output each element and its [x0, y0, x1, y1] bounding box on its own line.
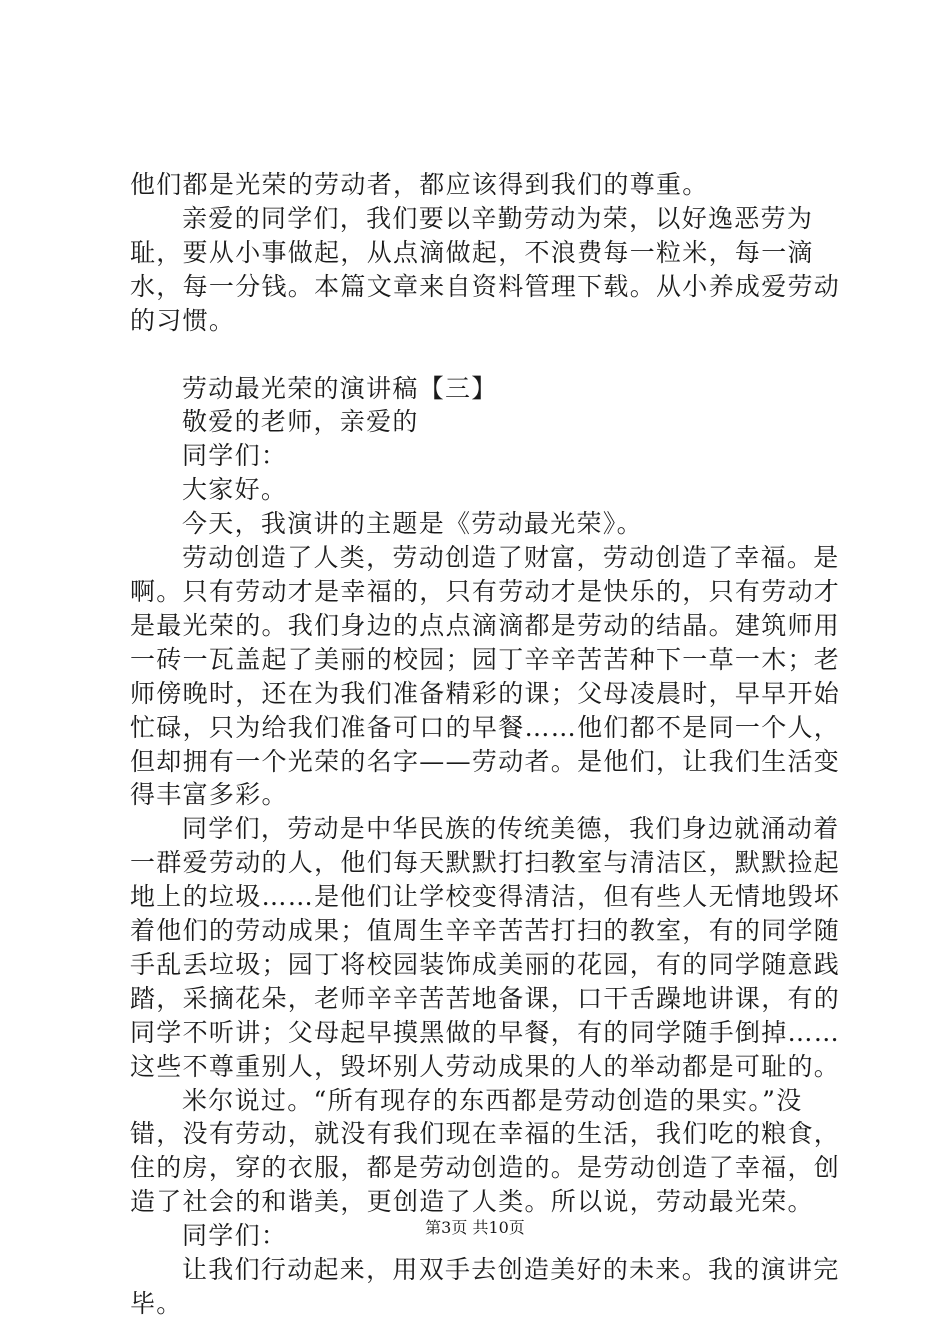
salutation-line: 同学们：: [182, 441, 288, 471]
topic-line: 今天，我演讲的主题是《劳动最光荣》。: [182, 509, 643, 539]
document-body: [130, 168, 850, 1321]
closing-paragraph: 让我们行动起来，用双手去创造美好的未来。我的演讲完毕。: [130, 1255, 840, 1318]
paragraph-body: 米尔说过。“所有现存的东西都是劳动创造的果实。”没错，没有劳动，就没有我们现在幸福的生活，我们吃的粮食，住的房，穿的衣服，都是劳动创造的。是劳动创造了幸福，创造了社会的和谐美，更创造了人类。所以说，劳动最光荣。: [130, 1085, 841, 1217]
paragraph-body: 劳动创造了人类，劳动创造了财富，劳动创造了幸福。是啊。只有劳动才是幸福的，只有劳动才是快乐的，只有劳动才是最光荣的。我们身边的点点滴滴都是劳动的结晶。建筑师用一砖一瓦盖起了美丽的校园；园丁辛辛苦苦种下一草一木；老师傍晚时，还在为我们准备精彩的课；父母凌晨时，早早开始忙碌，只为给我们准备可口的早餐……他们都不是同一个人，但却拥有一个光荣的名字——劳动者。是他们，让我们生活变得丰富多彩。: [130, 543, 841, 810]
page-number: 第3页 共10页: [425, 1218, 525, 1237]
paragraph-body: 同学们，劳动是中华民族的传统美德，我们身边就涌动着一群爱劳动的人，他们每天默默打扫教室与清洁区，默默捡起地上的垃圾……是他们让学校变得清洁，但有些人无情地毁坏着他们的劳动成果；值周生辛辛苦苦打扫的教室，有的同学随手乱丢垃圾；园丁将校园装饰成美丽的花园，有的同学随意践踏，采摘花朵，老师辛辛苦苦地备课，口干舌躁地讲课，有的同学不听讲；父母起早摸黑做的早餐，有的同学随手倒掉……这些不尊重别人，毁坏别人劳动成果的人的举动都是可耻的。: [130, 814, 841, 1081]
paragraph-spacer: [130, 338, 850, 372]
greeting-line: 大家好。: [182, 475, 288, 505]
section-heading: 劳动最光荣的演讲稿【三】: [182, 373, 498, 403]
paragraph-body: 亲爱的同学们，我们要以辛勤劳动为荣，以好逸恶劳为耻，要从小事做起，从点滴做起，不浪费每一粒米，每一滴水，每一分钱。本篇文章来自资料管理下载。从小养成爱劳动的习惯。: [130, 203, 841, 335]
salutation-line: 敬爱的老师，亲爱的: [182, 407, 419, 437]
paragraph-continuation: 他们都是光荣的劳动者，都应该得到我们的尊重。: [130, 170, 709, 199]
salutation-line: 同学们：: [182, 1221, 288, 1251]
